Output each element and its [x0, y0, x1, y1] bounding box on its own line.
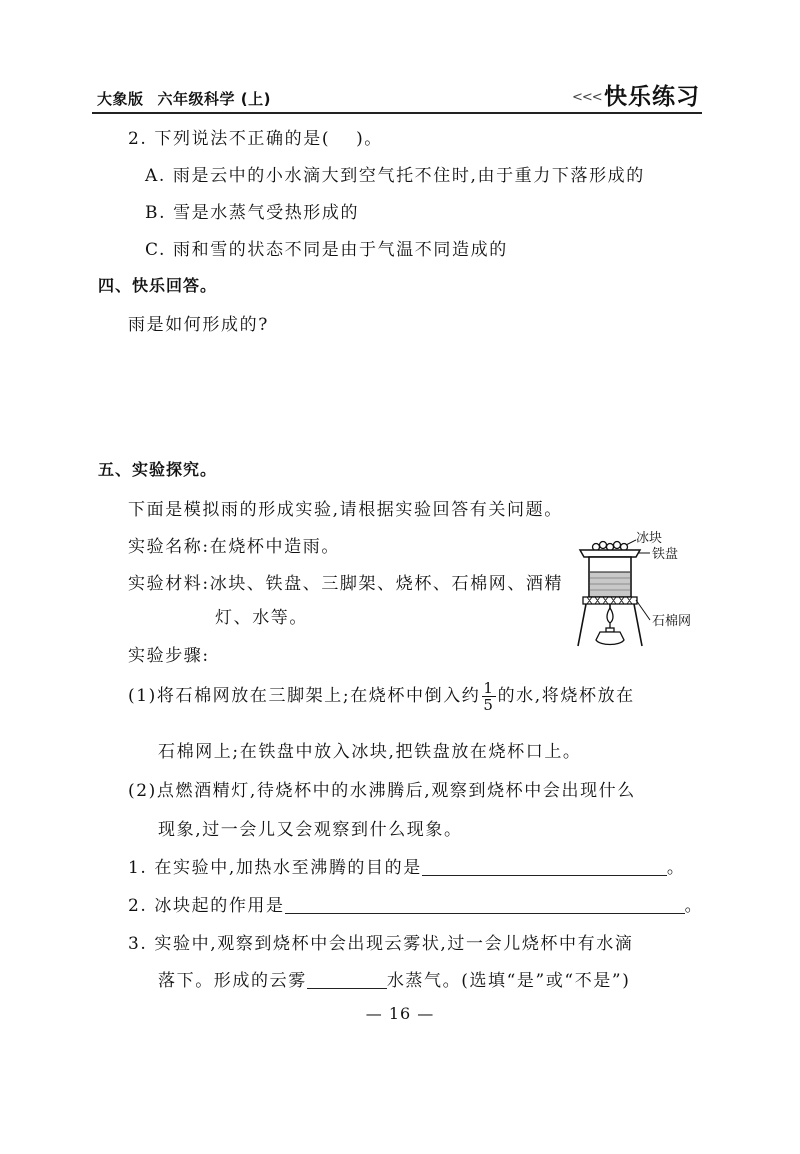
sub-question-1 — [128, 853, 685, 878]
answer-blank-3[interactable] — [307, 970, 387, 989]
sub-question-2-text: 2. 冰块起的作用是 — [128, 896, 285, 916]
question-2-option-b: B. 雪是水蒸气受热形成的 — [145, 203, 360, 223]
section-5-intro: 下面是模拟雨的形成实验,请根据实验回答有关问题。 — [128, 500, 563, 520]
experiment-materials-line1: 实验材料:冰块、铁盘、三脚架、烧杯、石棉网、酒精 — [128, 574, 564, 594]
section-4-title: 四、快乐回答。 — [98, 276, 218, 295]
sub-question-1-end: 。 — [666, 858, 686, 878]
asbestos-gauze-drawing — [583, 597, 637, 604]
diagram-label-tray: 铁盘 — [652, 547, 679, 562]
sub-question-2 — [128, 891, 703, 916]
fraction-one-fifth — [482, 680, 495, 713]
sub-question-3-line1: 3. 实验中,观察到烧杯中会出现云雾状,过一会儿烧杯中有水滴 — [128, 934, 634, 954]
experiment-step-1-line2: 石棉网上;在铁盘中放入冰块,把铁盘放在烧杯口上。 — [158, 742, 582, 762]
sub-question-3-text-before: 落下。形成的云雾 — [158, 971, 307, 991]
section-4-question: 雨是如何形成的? — [128, 315, 269, 335]
diagram-label-ice: 冰块 — [636, 531, 663, 546]
header-publisher: 大象版 — [97, 90, 144, 108]
sub-question-2-end: 。 — [684, 896, 704, 916]
iron-tray-drawing — [580, 550, 640, 557]
header-book-info — [97, 88, 285, 109]
section-5-title: 五、实验探究。 — [98, 460, 218, 479]
experiment-step-2-line1: (2)点燃酒精灯,待烧杯中的水沸腾后,观察到烧杯中会出现什么 — [128, 781, 636, 801]
header-book-title: 六年级科学 (上) — [157, 90, 271, 108]
step-1-text-after: 的水,将烧杯放在 — [497, 686, 635, 706]
page-number: — 16 — — [365, 1004, 435, 1023]
experiment-step-1 — [128, 680, 635, 713]
header-chevrons: <<< — [572, 90, 602, 105]
step-1-text-before: (1)将石棉网放在三脚架上;在烧杯中倒入约 — [128, 686, 481, 706]
fraction-numerator: 1 — [483, 679, 495, 697]
header-series-title: 快乐练习 — [604, 84, 700, 110]
sub-question-3-text-after: 水蒸气。(选填“是”或“不是”) — [386, 971, 631, 991]
experiment-apparatus-diagram — [570, 528, 710, 670]
answer-blank-2[interactable] — [285, 895, 685, 914]
sub-question-1-text: 1. 在实验中,加热水至沸腾的目的是 — [128, 858, 422, 878]
sub-question-3-line2 — [158, 966, 630, 991]
question-2-stem — [128, 124, 383, 149]
question-2-stem-text: 2. 下列说法不正确的是( — [128, 129, 331, 149]
section-4-answer-area[interactable] — [128, 345, 688, 440]
experiment-materials-line2: 灯、水等。 — [215, 608, 308, 628]
experiment-name: 实验名称:在烧杯中造雨。 — [128, 537, 340, 557]
alcohol-lamp-drawing — [596, 608, 624, 645]
header-rule — [92, 112, 702, 114]
experiment-step-2-line2: 现象,过一会儿又会观察到什么现象。 — [158, 820, 463, 840]
experiment-steps-title: 实验步骤: — [128, 646, 210, 666]
diagram-label-gauze: 石棉网 — [652, 614, 692, 629]
question-2-stem-end: )。 — [356, 129, 383, 149]
question-2-option-c: C. 雨和雪的状态不同是由于气温不同造成的 — [145, 240, 508, 260]
beaker-drawing — [589, 557, 631, 597]
fraction-denominator: 5 — [483, 696, 495, 714]
answer-blank-1[interactable] — [422, 857, 667, 876]
ice-cubes-drawing — [593, 542, 628, 551]
question-2-option-a: A. 雨是云中的小水滴大到空气托不住时,由于重力下落形成的 — [145, 166, 645, 186]
